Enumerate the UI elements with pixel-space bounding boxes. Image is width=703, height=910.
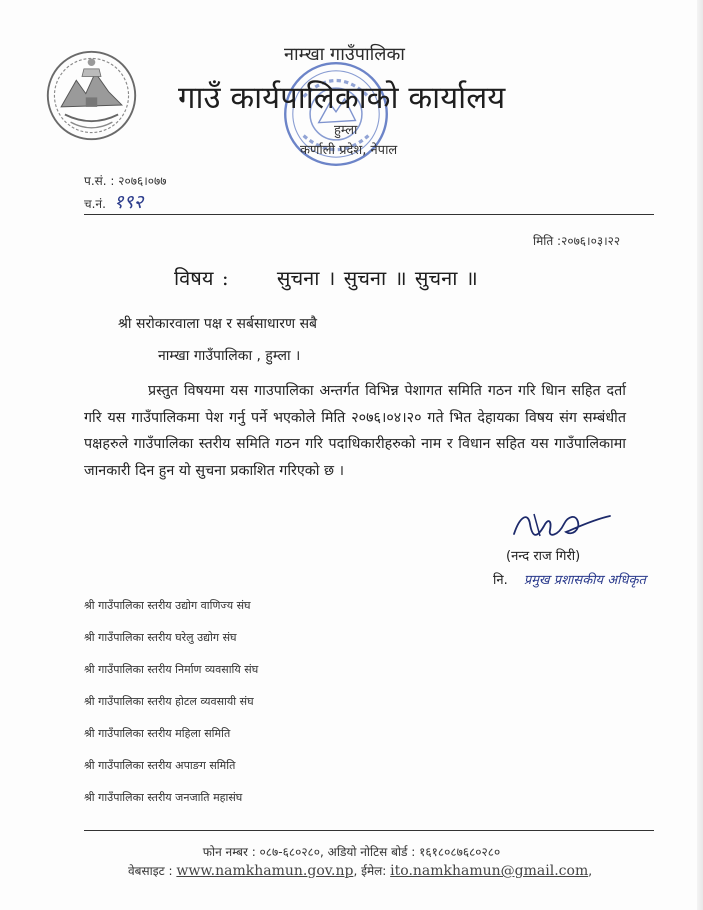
letter-date: मिति :२०७६।०३।२२ [533,234,621,248]
cn-value: १९२ [113,191,144,213]
notice-body: प्रस्तुत विषयमा यस गाउपालिका अन्तर्गत विभिन्न पेशागत समिति गठन गरि धिान सहित दर्ता गरि यस गाउँपालिकमा पेश गर्नु पर्ने भएकोले मिति २०७६।०४।२० गते भित देहायका विषय संग सम्बंधीत पक्षहरुले गाउँपालिका स्तरीय समिति गठन गरि पदाधिकारीहरुको नाम र विधान सहित यस गाउँपालिकामा जानकारी दिन हुन यो सुचना प्रकाशित गरिएको छ । [84,383,626,479]
signatory-name: (नन्द राज गिरी) [506,549,581,564]
ps-reference [84,172,166,189]
footer-trailing: , [588,864,593,878]
email-label: , ईमेल: [353,864,387,878]
footer-contact: फोन नम्बर : ०८७-६८०२८०, अडियो नोटिस बोर्ड : १६१८०८७६८०२८० [202,845,501,859]
cn-reference [84,188,143,214]
province: कर्णाली प्रदेश, नेपाल [300,143,398,158]
email-link[interactable]: ito.namkhamun@gmail.com [390,863,589,879]
subject-text: सुचना । सुचना ॥ सुचना ॥ [276,266,478,290]
subject-line [174,264,478,291]
signatory-prefix: नि. [493,573,508,588]
signatory-title [493,570,646,588]
footer-rule [84,830,654,831]
recipient-item: श्री गाउँपालिका स्तरीय होटल व्यवसायी संघ [84,695,254,708]
office-title: गाउँ कार्यपालिकाको कार्यालय [178,80,506,116]
subject-label: विषय : [174,266,229,290]
district: हुम्ला [334,123,358,138]
addressee-line-2: नाम्खा गाउँपालिका , हुम्ला । [158,348,301,364]
office-name: नाम्खा गाउँपालिका [284,44,405,65]
nepal-emblem-icon [44,48,139,143]
recipient-item: श्री गाउँपालिका स्तरीय अपाङग समिति [84,759,236,772]
signature-mark [506,506,616,546]
recipient-item: श्री गाउँपालिका स्तरीय घरेलु उद्योग संघ [84,631,237,644]
ps-label: प.सं. : [84,174,115,188]
signatory-designation: प्रमुख प्रशासकीय अधिकृत [523,573,646,588]
recipient-item: श्री गाउँपालिका स्तरीय महिला समिति [84,727,231,740]
ps-value: २०७६।०७७ [118,174,167,188]
website-link[interactable]: www.namkhamun.gov.np [176,863,354,879]
footer-web [128,862,592,879]
cn-label: च.नं. [84,197,106,211]
recipient-item: श्री गाउँपालिका स्तरीय उद्योग वाणिज्य संघ [84,599,251,612]
addressee-line-1: श्री सरोकारवाला पक्ष र सर्बसाधारण सबै [118,316,318,332]
recipient-item: श्री गाउँपालिका स्तरीय जनजाति महासंघ [84,791,243,804]
recipient-item: श्री गाउँपालिका स्तरीय निर्माण व्यवसायि संघ [84,663,259,676]
website-label: वेबसाइट : [128,864,173,878]
header-rule [84,214,654,215]
